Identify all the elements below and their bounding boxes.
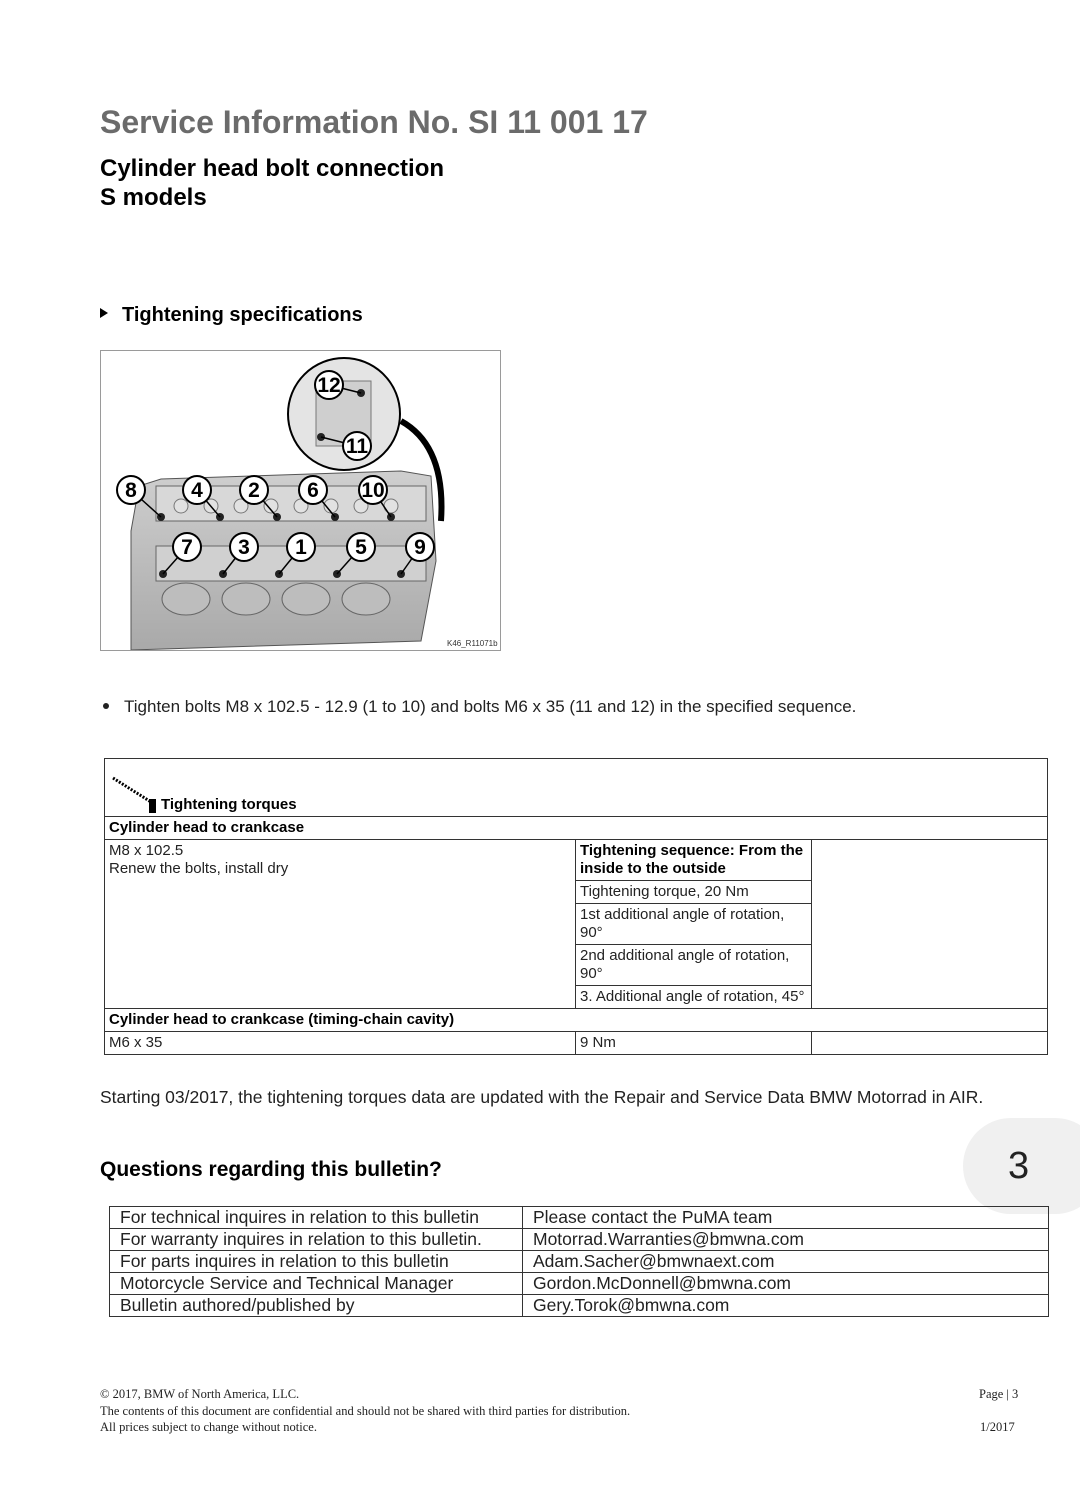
callout-3: [230, 533, 258, 561]
empty-cell: [812, 1032, 1048, 1055]
footer-page: Page | 3: [979, 1387, 1019, 1401]
image-code: K46_R11071b: [447, 639, 498, 648]
torque-table: [104, 758, 1048, 1055]
svg-text:5: 5: [355, 536, 367, 559]
contact-label: For technical inquires in relation to this bulletin: [110, 1207, 523, 1229]
contact-label: For warranty inquires in relation to this bulletin.: [110, 1229, 523, 1251]
callout-9: [406, 533, 434, 561]
svg-text:4: 4: [191, 479, 203, 502]
page-title: Service Information No. SI 11 001 17: [100, 104, 648, 140]
group1-title: Cylinder head to crankcase: [105, 817, 1048, 840]
svg-text:8: 8: [125, 479, 137, 502]
contact-row: [110, 1251, 1049, 1273]
empty-cell: [812, 840, 1048, 1009]
cylinder-head-drawing: [101, 351, 500, 650]
callout-6: [299, 476, 327, 504]
step-3: 1st additional angle of rotation, 90°: [576, 904, 812, 945]
contact-label: Motorcycle Service and Technical Manager: [110, 1273, 523, 1295]
group2-value: 9 Nm: [576, 1032, 812, 1055]
questions-heading: Questions regarding this bulletin?: [100, 1158, 442, 1181]
callout-2: [240, 476, 268, 504]
instruction-text: Tighten bolts M8 x 102.5 - 12.9 (1 to 10) and bolts M6 x 35 (11 and 12) in the specified sequence.: [124, 697, 857, 716]
footer-date: 1/2017: [980, 1420, 1015, 1434]
contact-row: [110, 1273, 1049, 1295]
callout-11: [343, 432, 371, 460]
section-heading-text: Tightening specifications: [122, 304, 363, 326]
contact-email[interactable]: Adam.Sacher@bmwnaext.com: [523, 1251, 1049, 1273]
contact-email[interactable]: Motorrad.Warranties@bmwna.com: [523, 1229, 1049, 1251]
contact-label: For parts inquires in relation to this bulletin: [110, 1251, 523, 1273]
svg-text:6: 6: [307, 479, 319, 502]
contact-email[interactable]: Gordon.McDonnell@bmwna.com: [523, 1273, 1049, 1295]
contact-label: Bulletin authored/published by: [110, 1295, 523, 1317]
subtitle-line-1: Cylinder head bolt connection: [100, 155, 445, 182]
contact-value: Please contact the PuMA team: [523, 1207, 1049, 1229]
group1-bolt: M8 x 102.5: [109, 842, 184, 859]
page-tab-number: 3: [1008, 1145, 1030, 1187]
group1-bolt-note: Renew the bolts, install dry: [109, 860, 289, 877]
contact-email[interactable]: Gery.Torok@bmwna.com: [523, 1295, 1049, 1317]
callout-4: [183, 476, 211, 504]
step-1: Tightening sequence: From the inside to the outside: [576, 840, 812, 881]
callout-8: [117, 476, 145, 504]
svg-text:7: 7: [181, 536, 193, 559]
footer-confidential: The contents of this document are confidential and should not be shared with third parties for distribution.: [100, 1404, 631, 1418]
svg-text:9: 9: [414, 536, 426, 559]
group1-bolt-cell: [105, 840, 576, 1009]
svg-text:3: 3: [238, 536, 250, 559]
svg-text:2: 2: [248, 479, 260, 502]
contact-row: [110, 1207, 1049, 1229]
subtitle-line-2: S models: [100, 184, 207, 211]
step-2: Tightening torque, 20 Nm: [576, 881, 812, 904]
instruction-bullet: [100, 697, 856, 717]
callout-5: [347, 533, 375, 561]
footer-prices: All prices subject to change without notice.: [100, 1420, 317, 1434]
svg-text:12: 12: [317, 374, 341, 397]
callout-10: [359, 476, 387, 504]
triangle-bullet-icon: [100, 308, 108, 318]
torque-wrench-icon: [109, 772, 161, 814]
contact-table: [109, 1206, 1049, 1317]
section-heading: [100, 304, 363, 327]
svg-text:11: 11: [345, 435, 369, 458]
bullet-icon: [103, 703, 109, 709]
contact-row: [110, 1229, 1049, 1251]
engine-illustration: [100, 350, 501, 651]
group2-bolt: M6 x 35: [105, 1032, 576, 1055]
footer-copyright: © 2017, BMW of North America, LLC.: [100, 1387, 300, 1401]
callout-12: [315, 371, 343, 399]
step-5: 3. Additional angle of rotation, 45°: [576, 986, 812, 1009]
svg-text:10: 10: [361, 479, 385, 502]
torque-table-header-row: [105, 759, 1048, 817]
callout-1: [287, 533, 315, 561]
group2-title: Cylinder head to crankcase (timing-chain cavity): [105, 1009, 1048, 1032]
update-note: Starting 03/2017, the tightening torques data are updated with the Repair and Service Data BMW Motorrad in AIR.: [100, 1087, 984, 1107]
contact-row: [110, 1295, 1049, 1317]
torque-table-header: Tightening torques: [161, 796, 297, 813]
callout-7: [173, 533, 201, 561]
step-4: 2nd additional angle of rotation, 90°: [576, 945, 812, 986]
svg-text:1: 1: [295, 536, 307, 559]
